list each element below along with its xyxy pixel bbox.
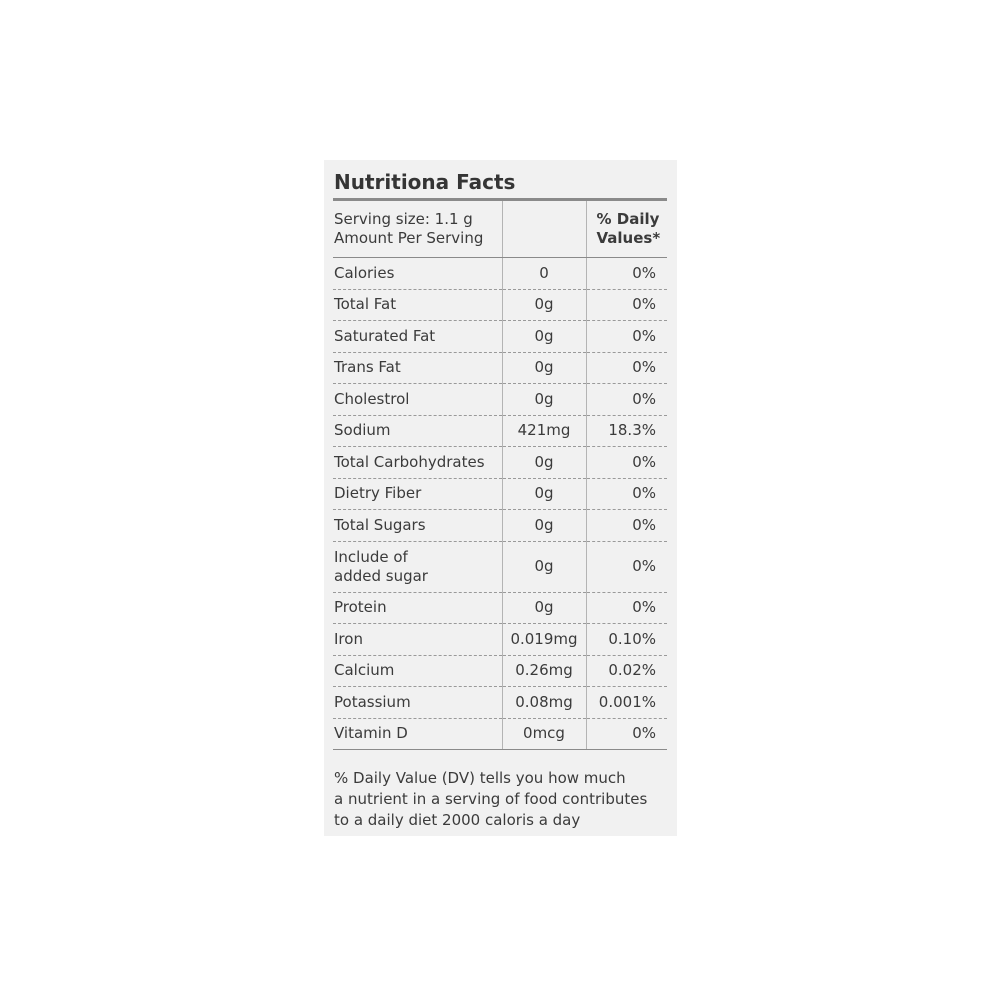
nutrient-daily-value: 0% <box>586 510 667 542</box>
nutrient-daily-value: 0% <box>586 352 667 384</box>
nutrient-daily-value: 0.10% <box>586 624 667 656</box>
nutrient-name: Calories <box>333 258 502 290</box>
nutrient-daily-value: 0% <box>586 384 667 416</box>
nutrient-name: Dietry Fiber <box>333 478 502 510</box>
nutrient-amount: 0g <box>502 478 586 510</box>
table-header-row <box>333 201 667 258</box>
nutrient-daily-value: 18.3% <box>586 415 667 447</box>
table-row <box>333 541 667 592</box>
nutrient-amount: 0g <box>502 321 586 353</box>
nutrient-name: Total Carbohydrates <box>333 447 502 479</box>
table-row <box>333 258 667 290</box>
nutrient-amount: 421mg <box>502 415 586 447</box>
nutrient-name: Saturated Fat <box>333 321 502 353</box>
table-row <box>333 687 667 719</box>
nutrient-daily-value: 0% <box>586 258 667 290</box>
nutrient-daily-value: 0% <box>586 289 667 321</box>
table-row <box>333 415 667 447</box>
table-row <box>333 510 667 542</box>
nutrient-amount: 0 <box>502 258 586 290</box>
nutrient-name: Include of added sugar <box>333 541 502 592</box>
table-row <box>333 655 667 687</box>
serving-size: Serving size: 1.1 g <box>334 210 473 228</box>
nutrient-amount: 0.26mg <box>502 655 586 687</box>
nutrition-table <box>333 201 667 750</box>
nutrient-amount: 0g <box>502 352 586 384</box>
nutrient-daily-value: 0% <box>586 718 667 750</box>
nutrient-daily-value: 0.001% <box>586 687 667 719</box>
nutrient-amount: 0g <box>502 541 586 592</box>
daily-values-header: % Daily Values* <box>586 201 667 258</box>
nutrient-daily-value: 0% <box>586 321 667 353</box>
nutrient-name: Iron <box>333 624 502 656</box>
nutrient-name: Total Sugars <box>333 510 502 542</box>
table-row <box>333 624 667 656</box>
amount-header <box>502 201 586 258</box>
table-row <box>333 478 667 510</box>
nutrient-amount: 0g <box>502 384 586 416</box>
nutrient-name: Sodium <box>333 415 502 447</box>
nutrient-amount: 0.019mg <box>502 624 586 656</box>
nutrient-amount: 0g <box>502 510 586 542</box>
nutrient-amount: 0g <box>502 592 586 624</box>
table-row <box>333 384 667 416</box>
nutrient-amount: 0.08mg <box>502 687 586 719</box>
nutrient-amount: 0g <box>502 447 586 479</box>
table-row <box>333 321 667 353</box>
nutrient-name: Total Fat <box>333 289 502 321</box>
table-row <box>333 592 667 624</box>
nutrient-daily-value: 0% <box>586 541 667 592</box>
nutrient-daily-value: 0% <box>586 478 667 510</box>
label-title: Nutritiona Facts <box>333 168 667 201</box>
amount-per-serving: Amount Per Serving <box>334 229 484 247</box>
daily-value-footnote: % Daily Value (DV) tells you how much a nutrient in a serving of food contributes to a daily diet 2000 caloris a day <box>334 769 648 829</box>
nutrient-daily-value: 0% <box>586 447 667 479</box>
serving-info <box>333 201 502 258</box>
nutrient-amount: 0g <box>502 289 586 321</box>
table-row <box>333 447 667 479</box>
nutrient-daily-value: 0.02% <box>586 655 667 687</box>
nutrient-name: Calcium <box>333 655 502 687</box>
nutrient-name: Vitamin D <box>333 718 502 750</box>
table-row <box>333 289 667 321</box>
nutrient-daily-value: 0% <box>586 592 667 624</box>
nutrient-name: Trans Fat <box>333 352 502 384</box>
nutrient-name: Protein <box>333 592 502 624</box>
nutrient-name: Cholestrol <box>333 384 502 416</box>
nutrition-facts-label <box>324 160 677 836</box>
nutrient-name: Potassium <box>333 687 502 719</box>
nutrient-amount: 0mcg <box>502 718 586 750</box>
table-row <box>333 352 667 384</box>
table-row <box>333 718 667 750</box>
